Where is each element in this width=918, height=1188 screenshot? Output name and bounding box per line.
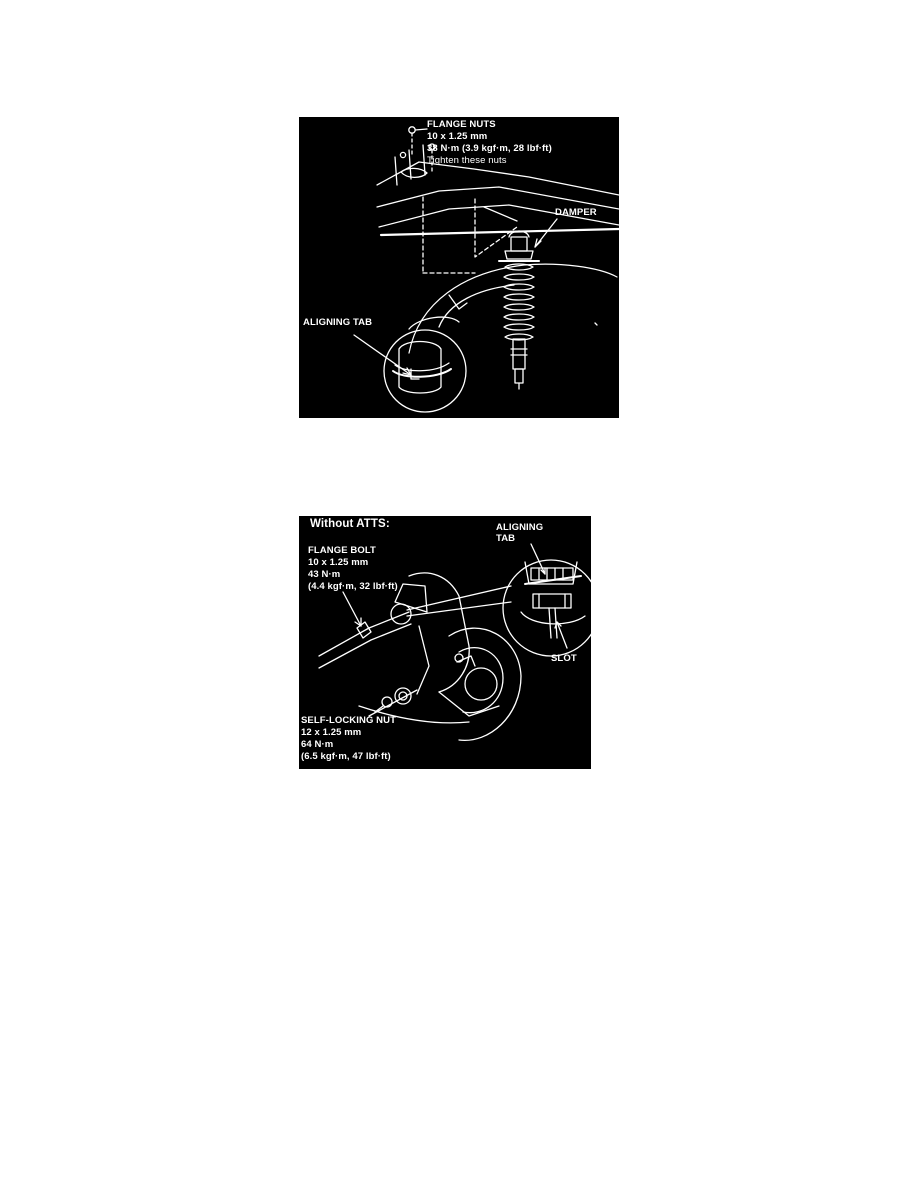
flange-nuts-torque: 38 N·m (3.9 kgf·m, 28 lbf·ft) [427,143,552,154]
flange-nut-icon [409,127,415,133]
without-atts-heading: Without ATTS: [310,518,390,530]
self-locking-nut-torque-alt: (6.5 kgf·m, 47 lbf·ft) [301,751,391,762]
damper-label: DAMPER [555,207,597,218]
flange-bolt-torque-alt: (4.4 kgf·m, 32 lbf·ft) [308,581,398,592]
flange-bolt-without-atts-figure [299,516,591,769]
slot-label: SLOT [551,653,577,664]
flange-bolt-title: FLANGE BOLT [308,545,376,556]
flange-nuts-note: Tighten these nuts [427,155,507,166]
aligning-tab-label-line2: TAB [496,533,516,544]
aligning-tab-label: ALIGNING TAB [303,317,373,328]
aligning-tab-slot-detail-icon [503,560,591,656]
damper-icon [499,231,539,389]
self-locking-nut-torque: 64 N·m [301,739,334,750]
flange-nuts-size: 10 x 1.25 mm [427,131,488,142]
flange-bolt-torque: 43 N·m [308,569,341,580]
flange-nuts-title: FLANGE NUTS [427,119,496,130]
flange-bolt-size: 10 x 1.25 mm [308,557,369,568]
aligning-tab-label-line1: ALIGNING [496,522,544,533]
self-locking-nut-size: 12 x 1.25 mm [301,727,362,738]
damper-installation-figure [299,117,619,418]
flange-bolt-icon [343,592,371,638]
self-locking-nut-title: SELF-LOCKING NUT [301,715,397,726]
